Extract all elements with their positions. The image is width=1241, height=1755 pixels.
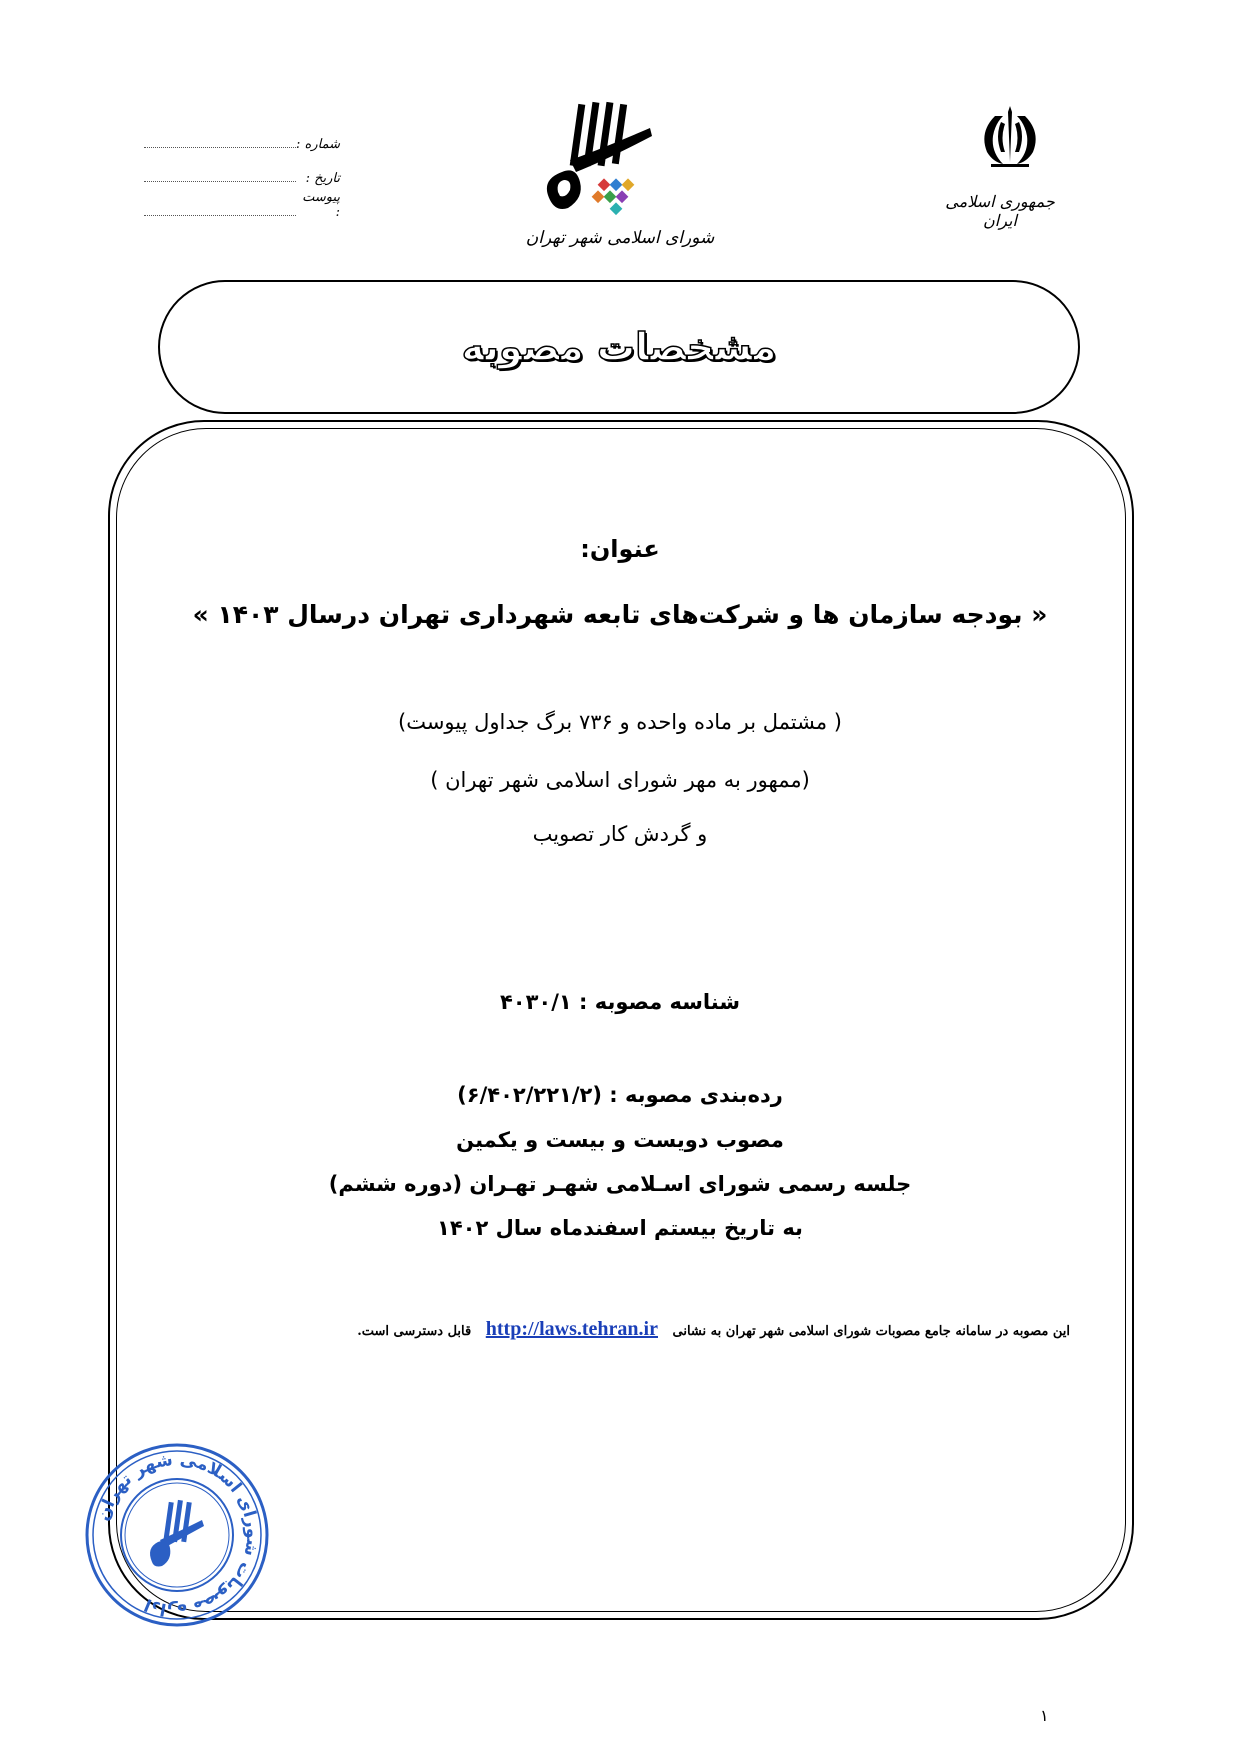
seal-note: (ممهور به مهر شورای اسلامی شهر تهران ) xyxy=(430,768,810,792)
ref-number-label: شماره : xyxy=(296,137,340,152)
emblem-caption: جمهوری اسلامی ایران xyxy=(945,192,1055,230)
approval-id: شناسه مصوبه : ۴۰۳۰/۱ xyxy=(499,990,741,1014)
emblem-icon xyxy=(965,102,1055,172)
approval-date: به تاریخ بیستم اسفندماه سال ۱۴۰۲ xyxy=(437,1216,803,1240)
classification: رده‌بندی مصوبه : (۶/۴۰۲/۲۲۱/۲) xyxy=(457,1083,783,1107)
reference-fields xyxy=(140,118,340,220)
ref-date-row xyxy=(140,152,340,186)
attachment-note: ( مشتمل بر ماده واحده و ۷۳۶ برگ جداول پیوست) xyxy=(398,710,842,734)
ref-attachment-label: پیوست : xyxy=(302,190,340,220)
subject-label: عنوان: xyxy=(580,535,660,563)
ref-attachment-dots xyxy=(144,215,296,216)
ref-attachment-row xyxy=(140,186,340,220)
page-number: ۱ xyxy=(1040,1706,1049,1725)
seal-text: اداره مصوبات شورای اسلامی شهر تهران xyxy=(93,1449,263,1621)
council-caption: شورای اسلامی شهر تهران xyxy=(525,228,715,248)
ref-date-dots xyxy=(144,181,296,182)
access-note-after: قابل دسترسی است. xyxy=(357,1324,472,1339)
title-banner xyxy=(158,280,1080,414)
ref-number-row xyxy=(140,118,340,152)
subject-text: « بودجه سازمان ها و شرکت‌های تابعه شهرداری تهران درسال ۱۴۰۳ » xyxy=(192,600,1048,629)
laws-link[interactable]: http://laws.tehran.ir xyxy=(485,1318,658,1340)
workflow-note: و گردش کار تصویب xyxy=(532,822,708,846)
ref-date-label: تاریخ : xyxy=(305,171,340,186)
access-note-before: این مصوبه در سامانه جامع مصوبات شورای اسلامی شهر تهران به نشانی xyxy=(672,1324,1070,1339)
access-note xyxy=(210,1318,1070,1341)
session-line: جلسه رسمی شورای اسـلامی شهـر تهـران (دوره ششم) xyxy=(328,1172,912,1196)
approved-in: مصوب دویست و بیست و یکمین xyxy=(456,1128,784,1152)
banner-title: مشخصات مصوبه xyxy=(461,325,777,369)
ref-number-dots xyxy=(144,147,296,148)
seal-stamp xyxy=(82,1440,272,1630)
